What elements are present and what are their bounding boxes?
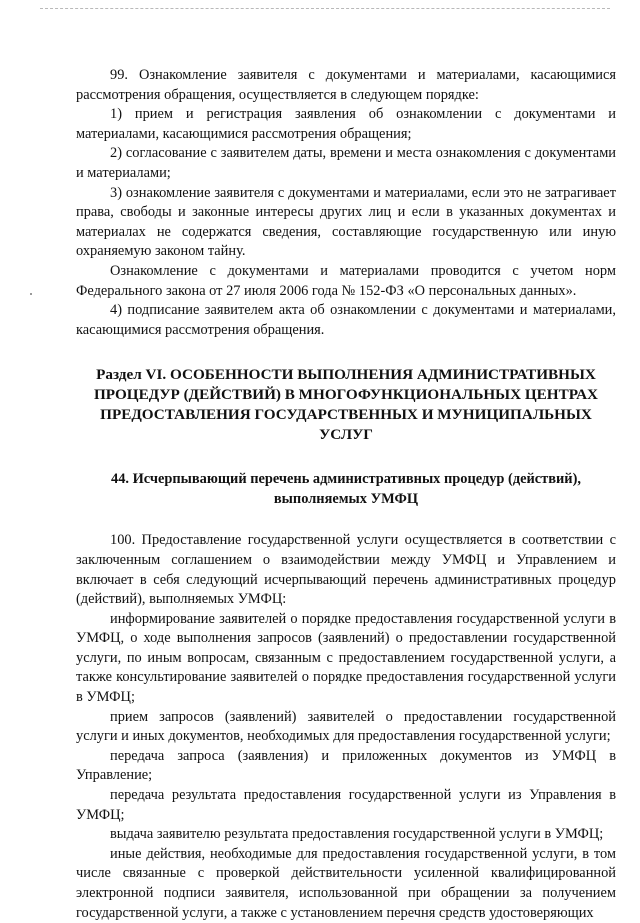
margin-scan-mark — [30, 293, 32, 295]
document-page — [76, 66, 616, 923]
paragraph-100-intro: 100. Предоставление государственной услуги осуществляется в соответствии с заключенным соглашением о взаимодействии между УМФЦ и Управлением и включает в себя следующий исчерпывающий перечень административных процедур (действий), выполняемых УМФЦ: — [76, 532, 616, 608]
top-scan-rule — [40, 8, 610, 9]
paragraph-99-item-1: 1) прием и регистрация заявления об ознакомлении с документами и материалами, касающимися рассмотрения обращения; — [76, 106, 616, 142]
paragraph-100-item-3: передача запроса (заявления) и приложенных документов из УМФЦ в Управление; — [76, 747, 616, 784]
subsection-title: 44. Исчерпывающий перечень административных процедур (действий), выполняемых УМФЦ — [111, 471, 581, 508]
paragraph-99-item-3: 3) ознакомление заявителя с документами и материалами, если это не затрагивает права, свободы и законные интересы других лиц и если в указанных документах и материалах не содержатся сведения, составляющие государственную или иную охраняемую законом тайну. — [76, 184, 616, 260]
paragraph-99-intro: 99. Ознакомление заявителя с документами и материалами, касающимися рассмотрения обращения, осуществляется в следующем порядке: — [76, 67, 616, 103]
paragraph-100-item-1: информирование заявителей о порядке предоставления государственной услуги в УМФЦ, о ходе выполнения запросов (заявлений) о предоставлении государственной услуги, по иным вопросам, связанным с предоставлением государственной услуги, а также консультирование заявителей о порядке предоставления государственной услуги в УМФЦ; — [76, 610, 616, 706]
paragraph-100-item-4: передача результата предоставления государственной услуги из Управления в УМФЦ; — [76, 787, 616, 823]
paragraph-99-item-4: 4) подписание заявителем акта об ознакомлении с документами и материалами, касающимися рассмотрения обращения. — [76, 302, 616, 338]
paragraph-99-note: Ознакомление с документами и материалами проводится с учетом норм Федерального закона от 27 июля 2006 года № 152-ФЗ «О персональных данных». — [76, 262, 616, 299]
section-title: Раздел VI. ОСОБЕННОСТИ ВЫПОЛНЕНИЯ АДМИНИСТРАТИВНЫХ ПРОЦЕДУР (ДЕЙСТВИЙ) В МНОГОФУНКЦИОНАЛЬНЫХ ЦЕНТРАХ ПРЕДОСТАВЛЕНИЯ ГОСУДАРСТВЕННЫХ И МУНИЦИПАЛЬНЫХ УСЛУГ — [93, 366, 599, 444]
paragraph-99-item-2: 2) согласование с заявителем даты, времени и места ознакомления с документами и материалами; — [76, 145, 616, 181]
paragraph-100-item-6: иные действия, необходимые для предоставления государственной услуги, в том числе связанные с проверкой действительности усиленной квалифицированной электронной подписи заявителя, использованной при обращении за получением государственной услуги, а также с установлением перечня средств удостоверяющих — [76, 845, 616, 921]
paragraph-100-item-5: выдача заявителю результата предоставления государственной услуги в УМФЦ; — [110, 826, 604, 843]
paragraph-100-item-2: прием запросов (заявлений) заявителей о предоставлении государственной услуги и иных документов, необходимых для предоставления государственной услуги; — [76, 708, 616, 745]
